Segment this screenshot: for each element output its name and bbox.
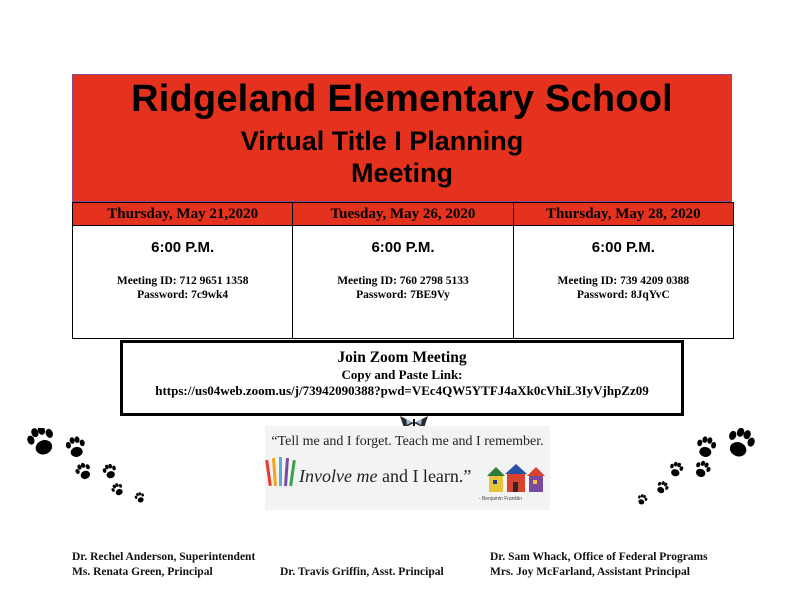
meeting-id: Meeting ID: 760 2798 5133 [337,275,469,287]
meeting-time: 6:00 P.M. [591,239,655,256]
meeting-schedule-table [72,202,734,339]
zoom-link[interactable]: https://us04web.zoom.us/j/73942090388?pwd=VEc4QW5YTFJ4aXk0cVhiL3IyVjhpZz09 [155,383,649,398]
meeting-id: Meeting ID: 739 4209 0388 [557,275,690,287]
signature-superintendent: Dr. Rechel Anderson, Superintendent [72,551,256,563]
paw-print-icon [622,428,772,508]
zoom-instruction: Copy and Paste Link: [341,367,463,382]
meeting-column-2 [293,203,513,338]
meeting-time: 6:00 P.M. [151,239,215,256]
meeting-title-line1: Virtual Title I Planning [240,126,524,156]
houses-icon [487,464,545,492]
quote-author: - Benjamin Franklin [478,496,522,502]
quote-line1: “Tell me and I forget. Teach me and I remember. [271,434,544,449]
meeting-date: Thursday, May 28, 2020 [514,203,733,226]
signature-principal: Ms. Renata Green, Principal [72,566,213,578]
zoom-heading: Join Zoom Meeting [337,349,467,366]
meeting-column-3 [514,203,733,338]
meeting-date: Tuesday, May 26, 2020 [293,203,512,226]
meeting-password: Password: 7BE9Vy [356,289,450,301]
crayons-icon [265,456,299,488]
header-banner [72,74,732,202]
meeting-time: 6:00 P.M. [371,239,435,256]
paw-print-icon [22,428,172,508]
quote-panel [265,426,550,510]
signature-asst-principal-2: Mrs. Joy McFarland, Assistant Principal [490,566,690,578]
meeting-id: Meeting ID: 712 9651 1358 [116,275,249,287]
meeting-title-line2: Meeting [350,158,453,188]
school-name: Ridgeland Elementary School [131,78,673,120]
signature-asst-principal-1: Dr. Travis Griffin, Asst. Principal [280,566,444,578]
zoom-info-box [120,340,684,416]
signature-federal-programs: Dr. Sam Whack, Office of Federal Programs [490,551,708,563]
meeting-password: Password: 8JqYvC [576,289,670,301]
meeting-column-1 [73,203,293,338]
meeting-password: Password: 7c9wk4 [137,289,229,301]
meeting-date: Thursday, May 21,2020 [73,203,292,226]
quote-line2: Involve me and I learn.” [299,466,472,486]
